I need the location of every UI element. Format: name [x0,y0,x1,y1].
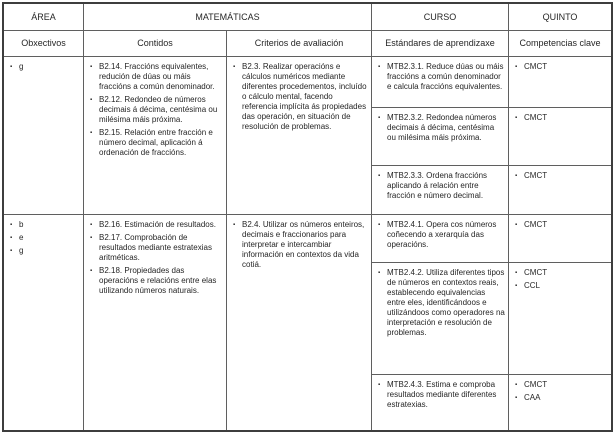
contents-cell [84,57,227,214]
list-item [9,62,80,72]
list-item [89,62,223,92]
objective-letter: e [19,233,24,242]
standard-subrow [372,57,611,108]
list-item [89,128,223,158]
bullet-icon: ▪ [10,235,13,241]
table-row-block-1 [4,57,611,215]
standard-cell [372,263,509,374]
list-item [514,393,608,403]
list-item [514,281,608,291]
curriculum-table [2,2,613,432]
competencies-cell [509,166,611,214]
bullet-icon: ▪ [10,64,13,70]
list-item [514,268,608,278]
competencies-cell [509,57,611,107]
bullet-icon: ▪ [10,248,13,254]
bullet-icon: ▪ [90,97,93,103]
standard-cell [372,215,509,262]
bullet-icon: ▪ [90,268,93,274]
content-item: B2.18. Propiedades das operacións e relacións entre elas utilizando números naturais. [99,266,217,295]
list-item [9,220,80,230]
bullet-icon: ▪ [90,64,93,70]
bullet-icon: ▪ [233,222,236,228]
competency-item: CMCT [524,268,548,277]
column-header-contents: Contidos [84,31,227,56]
list-item [514,171,608,181]
standard-item: MTB2.4.1. Opera cos números coñecendo a xerarquía das operacións. [387,220,497,249]
list-item [89,266,223,296]
list-item [232,62,368,132]
competency-item: CMCT [524,220,548,229]
list-item [377,268,505,338]
list-item [232,220,368,270]
competencies-cell [509,108,611,165]
bullet-icon: ▪ [515,222,518,228]
objective-letter: b [19,220,24,229]
objectives-cell [4,57,84,214]
bullet-icon: ▪ [90,235,93,241]
objective-letter: g [19,62,24,71]
column-header-standards: Estándares de aprendizaxe [372,31,509,56]
bullet-icon: ▪ [233,64,236,70]
bullet-icon: ▪ [378,382,381,388]
standard-subrow [372,166,611,214]
content-item: B2.12. Redondeo de números decimais á décima, centésima ou milésima máis próxima. [99,95,218,124]
standard-subrow [372,263,611,375]
competency-item: CMCT [524,171,548,180]
content-item: B2.16. Estimación de resultados. [99,220,216,229]
criteria-cell [227,215,372,430]
objective-letter: g [19,246,24,255]
bullet-icon: ▪ [515,173,518,179]
content-item: B2.17. Comprobación de resultados mediante estratexias aritméticas. [99,233,212,262]
standard-item: MTB2.3.2. Redondea números decimais á décima, centésima ou milésima máis próxima. [387,113,497,142]
bullet-icon: ▪ [378,222,381,228]
competency-item: CAA [524,393,541,402]
bullet-icon: ▪ [378,173,381,179]
competencies-cell [509,263,611,374]
list-item [377,380,505,410]
standard-cell [372,166,509,214]
table-row-block-2 [4,215,611,430]
list-item [89,220,223,230]
standards-column [372,57,611,214]
bullet-icon: ▪ [90,130,93,136]
bullet-icon: ▪ [515,64,518,70]
column-header-competencies: Competencias clave [519,38,601,48]
list-item [377,171,505,201]
content-item: B2.15. Relación entre fracción e número decimal, aplicación á ordenación de fraccións. [99,128,213,157]
column-header-criteria: Criterios de avaliación [227,31,372,56]
list-item [514,220,608,230]
list-item [377,220,505,250]
bullet-icon: ▪ [515,395,518,401]
criteria-cell [227,57,372,214]
competency-item: CMCT [524,62,548,71]
competencies-cell [509,375,611,430]
header-row-columns [4,31,611,57]
bullet-icon: ▪ [515,270,518,276]
area-label: ÁREA [4,4,84,30]
bullet-icon: ▪ [515,115,518,121]
bullet-icon: ▪ [378,270,381,276]
standard-item: MTB2.3.3. Ordena fraccións aplicando á relación entre fracción e número decimal. [387,171,488,200]
competency-item: CMCT [524,113,548,122]
standard-item: MTB2.4.3. Estima e comproba resultados mediante diferentes estratexias. [387,380,497,409]
course-value: QUINTO [542,11,578,22]
standard-cell [372,57,509,107]
list-item [514,380,608,390]
standard-subrow [372,375,611,430]
standards-column [372,215,611,430]
standard-cell [372,108,509,165]
competency-item: CCL [524,281,541,290]
bullet-icon: ▪ [90,222,93,228]
list-item [9,233,80,243]
list-item [514,62,608,72]
standard-subrow [372,108,611,166]
subject-title: MATEMÁTICAS [84,4,372,30]
contents-cell [84,215,227,430]
competencies-cell [509,215,611,262]
objectives-cell [4,215,84,430]
bullet-icon: ▪ [515,283,518,289]
standard-item: MTB2.3.1. Reduce dúas ou máis fraccións a común denominador e calcula fraccións equivalentes. [387,62,504,91]
standard-subrow [372,215,611,263]
bullet-icon: ▪ [10,222,13,228]
list-item [89,233,223,263]
list-item [514,113,608,123]
content-item: B2.14. Fraccións equivalentes, redución de dúas ou máis fraccións a común denominador. [99,62,215,91]
criterion-item: B2.4. Utilizar os números enteiros, decimais e fraccionarios para interpretar e intercambiar información en contextos da vida cotiá. [242,220,365,269]
header-row-area [4,4,611,31]
list-item [9,246,80,256]
course-label: CURSO [372,4,509,30]
list-item [377,113,505,143]
competency-item: CMCT [524,380,548,389]
bullet-icon: ▪ [378,115,381,121]
standard-cell [372,375,509,430]
list-item [89,95,223,125]
column-header-objectives: Obxectivos [4,31,84,56]
criterion-item: B2.3. Realizar operacións e cálculos numéricos mediante diferentes procedementos, incluído o cálculo mental, facendo referencia implícita ás propiedades das operación, en situación de resolución de problemas. [242,62,367,131]
list-item [377,62,505,92]
bullet-icon: ▪ [515,382,518,388]
bullet-icon: ▪ [378,64,381,70]
standard-item: MTB2.4.2. Utiliza diferentes tipos de números en contextos reais, establecendo equivalencias entre eles, identificándoos e utilizándoos como operadores na interpretación e resolución de problemas. [387,268,505,337]
